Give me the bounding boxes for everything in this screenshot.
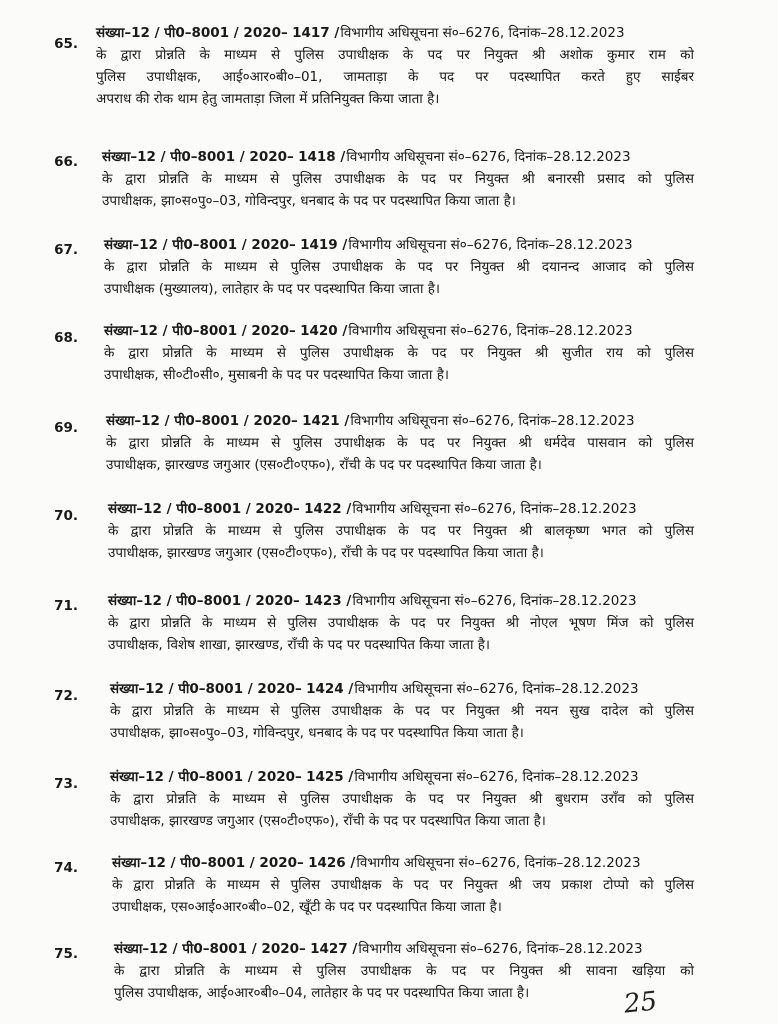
entry-body	[96, 22, 694, 110]
entry-number: 75.	[54, 946, 78, 962]
notification-ref: विभागीय अधिसूचना सं०–6276, दिनांक–28.12.2023	[352, 501, 637, 517]
entry-line: उपाधीक्षक, झारखण्ड जगुआर (एस०टी०एफ०), राँची के पद पर पदस्थापित किया जाता है।	[108, 545, 544, 561]
entry-number: 68.	[54, 330, 78, 346]
reference-number: संख्या–12 / पी0–8001 / 2020–	[114, 941, 306, 957]
reference-number: संख्या–12 / पी0–8001 / 2020–	[102, 149, 294, 165]
entry-body	[110, 678, 694, 744]
notification-ref: विभागीय अधिसूचना सं०–6276, दिनांक–28.12.2023	[352, 593, 637, 609]
notification-ref: विभागीय अधिसूचना सं०–6276, दिनांक–28.12.2023	[348, 323, 633, 339]
reference-number: संख्या–12 / पी0–8001 / 2020–	[96, 25, 288, 41]
entry-line: के द्वारा प्रोन्नति के माध्यम से पुलिस उपाधीक्षक के पद पर नियुक्त श्री सुजीत राय को पुलिस	[104, 345, 694, 361]
entry-line: पुलिस उपाधीक्षक, आई०आर०बी०–01, जामताड़ा के पद पर पदस्थापित करते हुए साईबर	[96, 69, 694, 85]
notification-ref: विभागीय अधिसूचना सं०–6276, दिनांक–28.12.2023	[348, 237, 633, 253]
notification-ref: विभागीय अधिसूचना सं०–6276, दिनांक–28.12.2023	[350, 413, 635, 429]
entry-line: उपाधीक्षक, विशेष शाखा, झारखण्ड, राँची के पद पर पदस्थापित किया जाता है।	[108, 637, 491, 653]
reference-number: संख्या–12 / पी0–8001 / 2020–	[112, 855, 304, 871]
entry-number: 67.	[54, 242, 78, 258]
entry-body	[108, 498, 694, 564]
notification-ref: विभागीय अधिसूचना सं०–6276, दिनांक–28.12.2023	[358, 941, 643, 957]
entry-line: उपाधीक्षक, झा०स०पु०–03, गोविन्दपुर, धनबाद के पद पर पदस्थापित किया जाता है।	[110, 725, 524, 741]
entry-body	[102, 146, 694, 212]
entry-line: के द्वारा प्रोन्नति के माध्यम से पुलिस उपाधीक्षक के पद पर नियुक्त श्री दयानन्द आजाद को पुलिस	[104, 259, 694, 275]
entry-number: 74.	[54, 860, 78, 876]
entry-body	[106, 410, 694, 476]
handwritten-page-mark: 25	[622, 986, 659, 1020]
reference-number: संख्या–12 / पी0–8001 / 2020–	[110, 769, 302, 785]
reference-number: संख्या–12 / पी0–8001 / 2020–	[104, 237, 296, 253]
notification-ref: विभागीय अधिसूचना सं०–6276, दिनांक–28.12.2023	[340, 25, 625, 41]
entry-line: के द्वारा प्रोन्नति के माध्यम से पुलिस उपाधीक्षक के पद पर नियुक्त श्री बुधराम उराँव को पुलिस	[110, 791, 694, 807]
entry-line: उपाधीक्षक, झारखण्ड जगुआर (एस०टी०एफ०), राँची के पद पर पदस्थापित किया जाता है।	[110, 813, 546, 829]
entry-line: उपाधीक्षक, झारखण्ड जगुआर (एस०टी०एफ०), राँची के पद पर पदस्थापित किया जाता है।	[106, 457, 542, 473]
entry-body	[104, 320, 694, 386]
reference-number: संख्या–12 / पी0–8001 / 2020–	[108, 501, 300, 517]
letter-number: 1422 /	[304, 501, 352, 517]
notification-ref: विभागीय अधिसूचना सं०–6276, दिनांक–28.12.2023	[356, 855, 641, 871]
letter-number: 1418 /	[298, 149, 346, 165]
reference-number: संख्या–12 / पी0–8001 / 2020–	[106, 413, 298, 429]
reference-number: संख्या–12 / पी0–8001 / 2020–	[104, 323, 296, 339]
entry-line: पुलिस उपाधीक्षक, आई०आर०बी०–04, लातेहार के पद पर पदस्थापित किया जाता है।	[114, 985, 530, 1001]
entry-body	[114, 938, 694, 1004]
entry-number: 70.	[54, 508, 78, 524]
entry-line: के द्वारा प्रोन्नति के माध्यम से पुलिस उपाधीक्षक के पद पर नियुक्त श्री नोएल भूषण मिंज को पुलिस	[108, 615, 694, 631]
letter-number: 1420 /	[300, 323, 348, 339]
letter-number: 1419 /	[300, 237, 348, 253]
notification-ref: विभागीय अधिसूचना सं०–6276, दिनांक–28.12.2023	[354, 769, 639, 785]
notification-ref: विभागीय अधिसूचना सं०–6276, दिनांक–28.12.2023	[346, 149, 631, 165]
entry-number: 66.	[54, 154, 78, 170]
entry-line: के द्वारा प्रोन्नति के माध्यम से पुलिस उपाधीक्षक के पद पर नियुक्त श्री नयन सुख दादेल को पुलिस	[110, 703, 694, 719]
reference-number: संख्या–12 / पी0–8001 / 2020–	[110, 681, 302, 697]
entry-number: 73.	[54, 776, 78, 792]
entry-line: के द्वारा प्रोन्नति के माध्यम से पुलिस उपाधीक्षक के पद पर नियुक्त श्री अशोक कुमार राम को	[96, 47, 694, 63]
letter-number: 1427 /	[310, 941, 358, 957]
entry-number: 69.	[54, 420, 78, 436]
entry-line: के द्वारा प्रोन्नति के माध्यम से पुलिस उपाधीक्षक के पद पर नियुक्त श्री धर्मदेव पासवान को पुलिस	[106, 435, 694, 451]
entry-body	[104, 234, 694, 300]
letter-number: 1423 /	[304, 593, 352, 609]
entry-body	[108, 590, 694, 656]
letter-number: 1424 /	[306, 681, 354, 697]
entry-line: उपाधीक्षक (मुख्यालय), लातेहार के पद पर पदस्थापित किया जाता है।	[104, 281, 441, 297]
entry-line: के द्वारा प्रोन्नति के माध्यम से पुलिस उपाधीक्षक के पद पर नियुक्त श्री जय प्रकाश टोप्पो को पुलिस	[112, 877, 694, 893]
entry-line: उपाधीक्षक, सी०टी०सी०, मुसाबनी के पद पर पदस्थापित किया जाता है।	[104, 367, 449, 383]
entry-body	[110, 766, 694, 832]
letter-number: 1426 /	[308, 855, 356, 871]
entry-line: के द्वारा प्रोन्नति के माध्यम से पुलिस उपाधीक्षक के पद पर नियुक्त श्री बनारसी प्रसाद को पुलिस	[102, 171, 694, 187]
reference-number: संख्या–12 / पी0–8001 / 2020–	[108, 593, 300, 609]
notification-ref: विभागीय अधिसूचना सं०–6276, दिनांक–28.12.2023	[354, 681, 639, 697]
entry-line: उपाधीक्षक, झा०स०पु०–03, गोविन्दपुर, धनबाद के पद पर पदस्थापित किया जाता है।	[102, 193, 516, 209]
entry-number: 65.	[54, 36, 78, 52]
entry-body	[112, 852, 694, 918]
letter-number: 1417 /	[292, 25, 340, 41]
entry-line: अपराध की रोक थाम हेतु जामताड़ा जिला में प्रतिनियुक्त किया जाता है।	[96, 91, 440, 107]
letter-number: 1421 /	[302, 413, 350, 429]
entry-line: के द्वारा प्रोन्नति के माध्यम से पुलिस उपाधीक्षक के पद पर नियुक्त श्री सावना खड़िया को	[114, 963, 694, 979]
entry-number: 71.	[54, 598, 78, 614]
entry-number: 72.	[54, 688, 78, 704]
entry-line: उपाधीक्षक, एस०आई०आर०बी०–02, खूँटी के पद पर पदस्थापित किया जाता है।	[112, 899, 502, 915]
letter-number: 1425 /	[306, 769, 354, 785]
entry-line: के द्वारा प्रोन्नति के माध्यम से पुलिस उपाधीक्षक के पद पर नियुक्त श्री बालकृष्ण भगत को पुलिस	[108, 523, 694, 539]
